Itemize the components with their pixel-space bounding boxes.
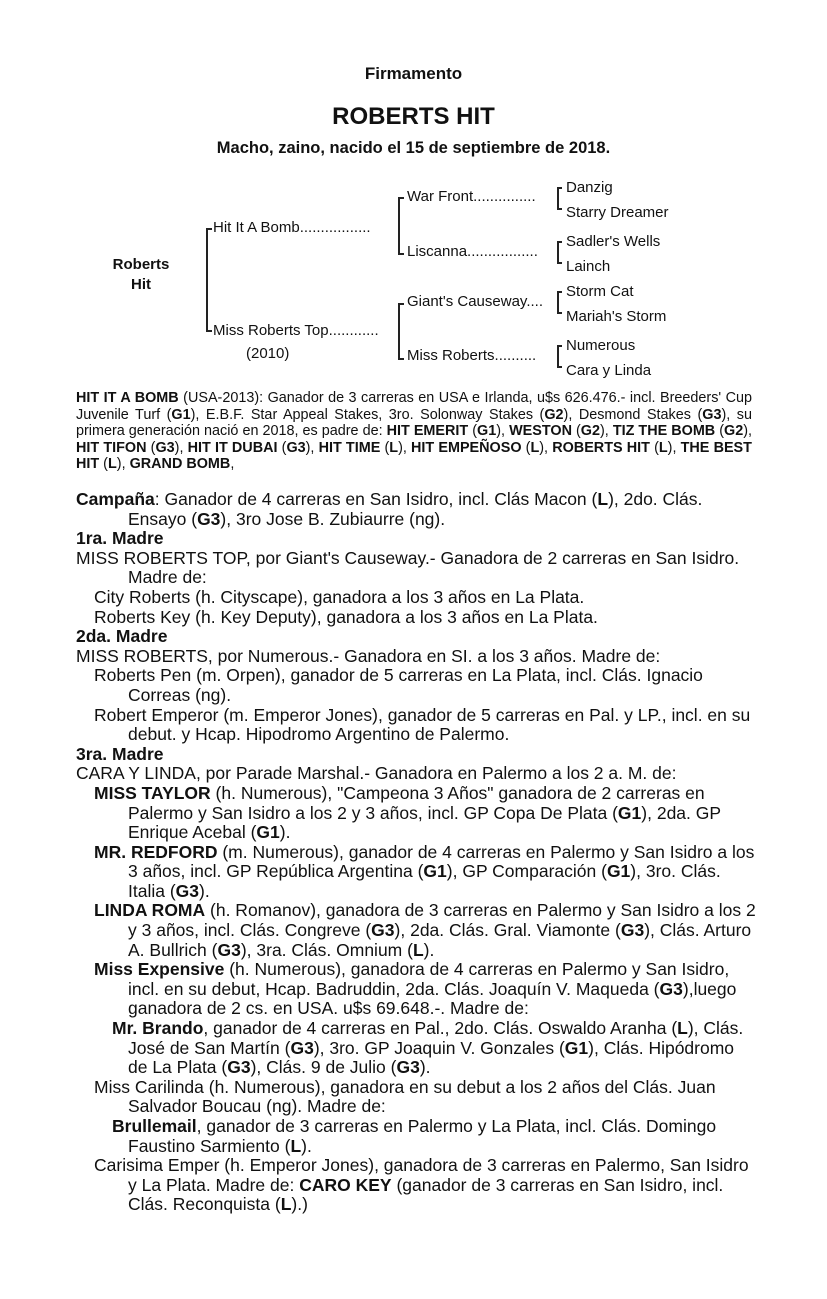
subject-line2: Hit [131, 276, 151, 293]
bracket-line [557, 187, 559, 209]
bracket-line [557, 241, 562, 243]
third-dam-produce-linda-roma: LINDA ROMA (h. Romanov), ganadora de 3 carreras en Palermo y San Isidro a los 2 y 3 años, incl. Clás. Congreve (G3), 2da. Clás. Gral. Viamonte (G3), Clás. Arturo A. Bullrich (G3), 3ra. Clás. Omnium (L). [94, 900, 756, 960]
sire-title: Firmamento [364, 64, 463, 83]
pedigree-subject [98, 255, 184, 295]
pedigree-dam-dam: Miss Roberts.......... [407, 347, 537, 364]
pedigree-ssd: Starry Dreamer [566, 204, 669, 221]
third-dam-produce-carisima-emper: Carisima Emper (h. Emperor Jones), ganadora de 3 carreras en Palermo, San Isidro y La Plata. Madre de: CARO KEY (ganador de 3 carreras en San Isidro, incl. Clás. Reconquista (L).) [94, 1155, 749, 1215]
subject-line1: Roberts [112, 256, 170, 273]
pedigree-sss: Danzig [566, 179, 613, 196]
bracket-line [398, 197, 400, 254]
first-dam-produce: Roberts Key (h. Key Deputy), ganadora a los 3 años en La Plata. [94, 606, 598, 627]
campaign-paragraph: Campaña: Ganador de 4 carreras en San Isidro, incl. Clás Macon (L), 2do. Clás. Ensayo (G3), 3ro Jose B. Zubiaurre (ng). [76, 489, 703, 529]
third-dam-produce-mr-redford: MR. REDFORD (m. Numerous), ganador de 4 carreras en Palermo y San Isidro a los 3 años, incl. GP República Argentina (G1), GP Comparación (G1), 3ro. Clás. Italia (G3). [94, 841, 755, 901]
pedigree-sire: Hit It A Bomb................. [213, 219, 371, 236]
pedigree-dss: Storm Cat [566, 283, 634, 300]
first-dam-text: MISS ROBERTS TOP, por Giant's Causeway.- Ganadora de 2 carreras en San Isidro. Madre de: [76, 547, 740, 588]
bracket-line [557, 312, 562, 314]
main-body [76, 490, 756, 1215]
bracket-line [557, 208, 562, 210]
third-dam-heading: 3ra. Madre [76, 743, 164, 764]
bracket-line [557, 345, 559, 367]
bracket-line [557, 291, 562, 293]
bracket-line [398, 303, 404, 305]
bracket-line [398, 303, 400, 359]
bracket-line [557, 291, 559, 313]
third-dam-produce-miss-expensive: Miss Expensive (h. Numerous), ganadora de 4 carreras en Palermo y San Isidro, incl. en su debut, Hcap. Badruddin, 2da. Clás. Joaquín V. Maqueda (G3),luego ganadora de 2 cs. en USA. u$s 69.648.-. Madre de: [94, 959, 737, 1019]
bracket-line [398, 197, 404, 199]
pedigree-sire-dam: Liscanna................. [407, 243, 538, 260]
first-dam-heading: 1ra. Madre [76, 528, 164, 549]
pedigree-sds: Sadler's Wells [566, 233, 661, 250]
pedigree-dam-year: (2010) [246, 345, 290, 362]
pedigree-sdd: Lainch [566, 258, 611, 275]
bracket-line [557, 262, 562, 264]
second-dam-produce: Robert Emperor (m. Emperor Jones), ganador de 5 carreras en Pal. y LP., incl. en su debut. y Hcap. Hipodromo Argentino de Palermo. [94, 704, 751, 745]
bracket-line [557, 345, 562, 347]
pedigree-dam: Miss Roberts Top............ [213, 322, 379, 339]
second-dam-produce: Roberts Pen (m. Orpen), ganador de 5 carreras en La Plata, incl. Clás. Ignacio Correas (ng). [94, 665, 703, 705]
bracket-line [206, 228, 208, 331]
third-dam-text: CARA Y LINDA, por Parade Marshal.- Ganadora en Palermo a los 2 a. M. de: [76, 763, 677, 784]
pedigree-dds: Numerous [566, 337, 636, 354]
pedigree-dsd: Mariah's Storm [566, 308, 667, 325]
horse-description: Macho, zaino, nacido el 15 de septiembre de 2018. [216, 139, 611, 157]
grand-produce-brullemail: Brullemail, ganador de 3 carreras en Palermo y La Plata, incl. Clás. Domingo Faustino Sarmiento (L). [112, 1116, 717, 1156]
pedigree-dam-sire: Giant's Causeway.... [407, 293, 543, 310]
pedigree-ddd: Cara y Linda [566, 362, 652, 379]
second-dam-heading: 2da. Madre [76, 626, 168, 647]
bracket-line [398, 358, 404, 360]
grand-produce-mr-brando: Mr. Brando, ganador de 4 carreras en Pal., 2do. Clás. Oswaldo Aranha (L), Clás. José de San Martín (G3), 3ro. GP Joaquin V. Gonzales (G1), Clás. Hipódromo de La Plata (G3), Clás. 9 de Julio (G3). [112, 1018, 744, 1078]
second-dam-text: MISS ROBERTS, por Numerous.- Ganadora en SI. a los 3 años. Madre de: [76, 645, 661, 666]
horse-name: ROBERTS HIT [332, 103, 495, 130]
pedigree-sire-sire: War Front............... [407, 188, 536, 205]
bracket-line [206, 228, 212, 230]
bracket-line [557, 241, 559, 263]
sire-paragraph: HIT IT A BOMB (USA-2013): Ganador de 3 carreras en USA e Irlanda, u$s 626.476.- incl. Breeders' Cup Juvenile Turf (G1), E.B.F. Star Appeal Stakes, 3ro. Solonway Stakes (G2), Desmond Stakes (G3), su primera generación nació en 2018, es padre de: HIT EMERIT (G1), WESTON (G2), TIZ THE BOMB (G2), HIT TIFON (G3), HIT IT DUBAI (G3), HIT TIME (L), HIT EMPEÑOSO (L), ROBERTS HIT (L), THE BEST HIT (L), GRAND BOMB, [76, 390, 753, 472]
first-dam-produce: City Roberts (h. Cityscape), ganadora a los 3 años en La Plata. [94, 586, 585, 607]
third-dam-produce-miss-taylor: MISS TAYLOR (h. Numerous), "Campeona 3 Años" ganadora de 2 carreras en Palermo y San Isidro a los 2 y 3 años, incl. GP Copa De Plata (G1), 2da. GP Enrique Acebal (G1). [94, 782, 721, 843]
bracket-line [557, 187, 562, 189]
bracket-line [557, 366, 562, 368]
bracket-line [398, 253, 404, 255]
third-dam-produce-miss-carilinda: Miss Carilinda (h. Numerous), ganadora en su debut a los 2 años del Clás. Juan Salvador Boucau (ng). Madre de: [94, 1076, 716, 1117]
bracket-line [206, 330, 212, 332]
